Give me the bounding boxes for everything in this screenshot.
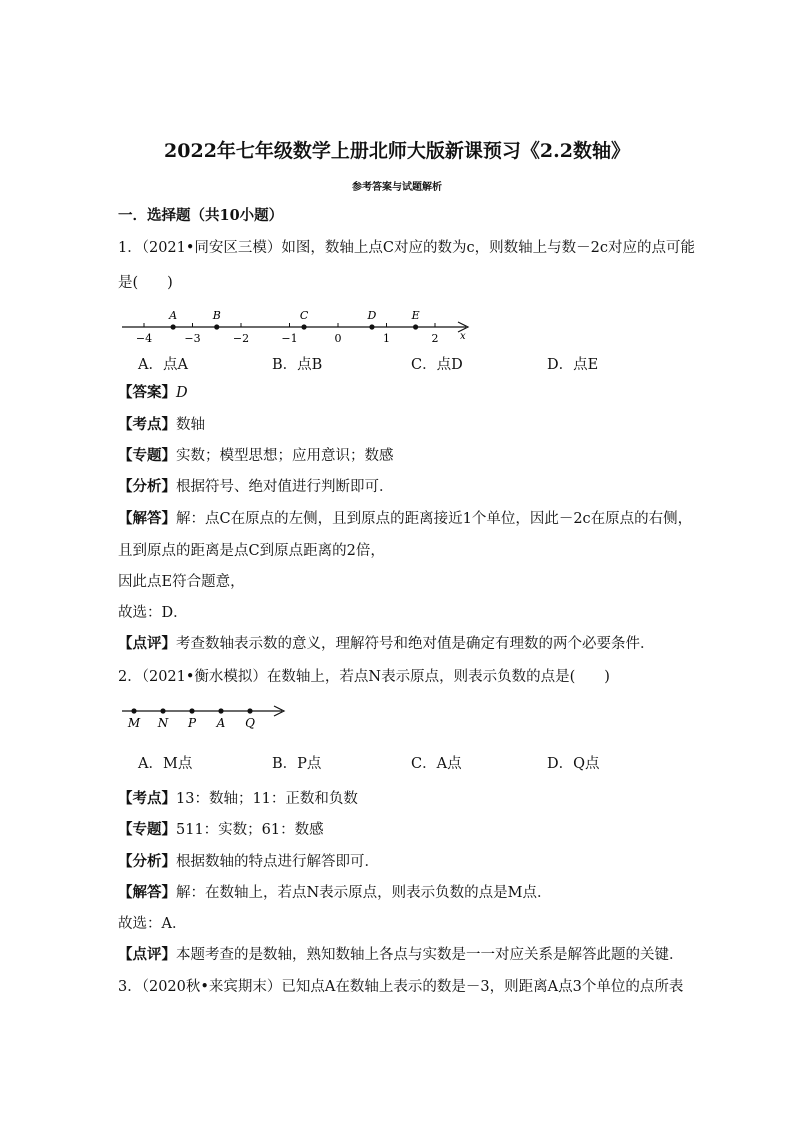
q1-zhuanti-text: 实数；模型思想；应用意识；数感 [176, 448, 394, 464]
q2-option-a: A．M点 [138, 756, 193, 772]
q2-stem-line1: 2．（2021•衡水模拟）在数轴上，若点N表示原点，则表示负数的点是( ) [118, 669, 610, 685]
q1-dianping [118, 635, 655, 653]
q2-kaodian [118, 790, 358, 808]
q1-point-label: E [411, 309, 420, 322]
q2-jieda-text1: 解：在数轴上，若点N表示原点，则表示负数的点是M点． [176, 885, 552, 901]
q2-point-label: P [187, 716, 197, 730]
q1-option-b: B．点B [272, 357, 323, 373]
q1-axis-tick-label: 1 [383, 332, 390, 345]
q1-fenxi-text: 根据符号、绝对值进行判断即可． [176, 479, 394, 495]
document-subtitle: 参考答案与试题解析 [352, 182, 442, 193]
q1-jieda-line4: 故选：D． [118, 605, 188, 621]
q1-point-label: D [367, 309, 377, 322]
q2-point-n [160, 708, 165, 713]
q2-dianping-text: 本题考查的是数轴，熟知数轴上各点与实数是一一对应关系是解答此题的关键． [176, 947, 684, 963]
q2-point-q [247, 708, 252, 713]
q1-kaodian-text: 数轴 [176, 417, 205, 433]
q1-point-label: A [169, 309, 178, 322]
q2-kaodian-text: 13：数轴；11：正数和负数 [176, 791, 358, 807]
q1-axis-tick-label: −4 [135, 332, 153, 345]
q1-jieda-text1: 解：点C在原点的左侧，且到原点的距离接近1个单位，因此－2c在原点的右侧， [176, 511, 693, 527]
q1-option-d: D．点E [547, 357, 599, 373]
q2-fenxi-text: 根据数轴的特点进行解答即可． [176, 854, 379, 870]
q1-kaodian [118, 416, 205, 434]
q1-jieda-line3: 因此点E符合题意， [118, 574, 245, 590]
q1-option-a: A．点A [138, 357, 188, 373]
q1-axis-x-label: x [460, 331, 466, 342]
q2-point-label: N [157, 716, 169, 730]
q1-answer-value: D [176, 385, 188, 401]
q1-answer [118, 384, 188, 402]
q2-point-label: Q [245, 716, 255, 730]
q1-stem-line1: 1．（2021•同安区三模）如图，数轴上点C对应的数为c，则数轴上与数－2c对应的点可能 [118, 240, 695, 256]
q2-jieda [118, 884, 552, 902]
q1-jieda [118, 510, 692, 528]
q1-stem-line2: 是( ) [118, 275, 173, 291]
q1-jieda-line2: 且到原点的距离是点C到原点距离的2倍， [118, 543, 385, 559]
q2-option-c: C．A点 [411, 756, 462, 772]
q3-stem-line1: 3．（2020秋•来宾期末）已知点A在数轴上表示的数是－3，则距离A点3个单位的点所表 [118, 979, 684, 995]
q2-zhuanti-tag: 【专题】 [118, 821, 176, 838]
q1-dianping-tag: 【点评】 [118, 635, 176, 652]
q1-kaodian-tag: 【考点】 [118, 416, 176, 433]
q2-point-p [189, 708, 194, 713]
q1-answer-tag: 【答案】 [118, 384, 176, 401]
q2-point-m [131, 708, 136, 713]
q1-point-d [369, 324, 374, 329]
q2-zhuanti [118, 821, 324, 839]
q1-option-c: C．点D [411, 357, 463, 373]
q1-dianping-text: 考查数轴表示数的意义，理解符号和绝对值是确定有理数的两个必要条件． [176, 636, 655, 652]
q2-fenxi [118, 853, 379, 871]
q2-option-d: D．Q点 [547, 756, 600, 772]
q1-point-c [301, 324, 306, 329]
q2-point-label: A [216, 716, 226, 730]
q2-dianping-tag: 【点评】 [118, 946, 176, 963]
q1-point-e [413, 324, 418, 329]
q1-number-line [118, 300, 478, 350]
q1-axis-tick-label: −2 [232, 332, 250, 345]
q1-zhuanti-tag: 【专题】 [118, 447, 176, 464]
q1-fenxi-tag: 【分析】 [118, 478, 176, 495]
q1-point-a [171, 324, 176, 329]
q1-point-label: C [299, 309, 309, 322]
q1-axis-tick-label: −3 [184, 332, 201, 345]
q2-point-a [218, 708, 223, 713]
q1-jieda-tag: 【解答】 [118, 510, 176, 527]
q1-point-b [214, 324, 219, 329]
q2-number-line [118, 700, 293, 734]
q1-point-label: B [212, 309, 221, 322]
section-heading: 一．选择题（共10小题） [118, 207, 284, 224]
q2-zhuanti-text: 511：实数；61：数感 [176, 822, 324, 838]
q2-jieda-line2: 故选：A． [118, 916, 187, 932]
q2-kaodian-tag: 【考点】 [118, 790, 176, 807]
q1-axis-tick-label: 0 [334, 332, 342, 345]
q2-jieda-tag: 【解答】 [118, 884, 176, 901]
q2-option-b: B．P点 [272, 756, 322, 772]
q1-axis-tick-label: 2 [431, 332, 439, 345]
q1-fenxi [118, 478, 394, 496]
q2-point-label: M [127, 716, 141, 730]
q2-dianping [118, 946, 684, 964]
q1-zhuanti [118, 447, 394, 465]
q2-fenxi-tag: 【分析】 [118, 853, 176, 870]
q1-axis-tick-label: −1 [281, 332, 298, 345]
document-title: 2022年七年级数学上册北师大版新课预习《2.2数轴》 [164, 140, 630, 162]
